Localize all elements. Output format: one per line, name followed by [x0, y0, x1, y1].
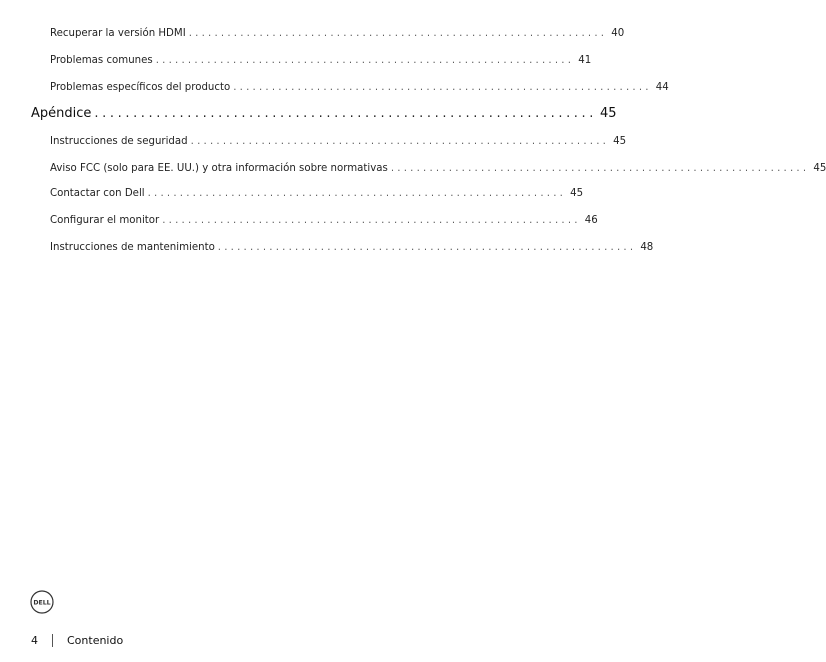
toc-entry-label: Contactar con Dell: [50, 188, 145, 199]
page-number: 4: [31, 634, 38, 647]
toc-entry-instrucciones-seguridad[interactable]: [50, 136, 627, 147]
section-title: Contenido: [67, 634, 124, 647]
toc-entry-recuperar-hdmi[interactable]: [50, 28, 625, 39]
leader-dots: .................................................................: [217, 242, 637, 253]
toc-entry-label: Instrucciones de seguridad: [50, 136, 188, 147]
toc-entry-page: 45: [570, 188, 584, 199]
toc-entry-configurar-monitor[interactable]: [50, 215, 598, 226]
leader-dots: .................................................................: [147, 188, 567, 199]
leader-dots: .................................................................: [390, 163, 810, 174]
toc-entry-page: 40: [611, 28, 625, 39]
toc-entry-page: 41: [578, 55, 592, 66]
toc-entry-instrucciones-mantenimiento[interactable]: [50, 242, 654, 253]
toc-entry-problemas-comunes[interactable]: [50, 55, 592, 66]
toc-entry-label: Recuperar la versión HDMI: [50, 28, 186, 39]
dell-logo-svg: [30, 590, 54, 614]
leader-dots: .................................................................: [155, 55, 575, 66]
logo-text: DELL: [33, 599, 51, 607]
toc-entry-problemas-especificos[interactable]: [50, 82, 669, 93]
toc-entry-page: 48: [640, 242, 654, 253]
toc-entry-aviso-fcc[interactable]: [50, 163, 826, 174]
leader-dots: .................................................................: [190, 136, 610, 147]
footer-divider: [52, 634, 53, 647]
toc-entry-page: 45: [813, 163, 826, 174]
toc-entry-page: 45: [600, 106, 617, 121]
leader-dots: .................................................................: [162, 215, 581, 226]
toc-entry-page: 45: [613, 136, 627, 147]
dell-logo-icon: [30, 590, 54, 614]
toc-entry-apendice[interactable]: [31, 106, 617, 121]
toc-entry-page: 46: [584, 215, 598, 226]
page-footer: [31, 634, 123, 647]
toc-entry-label: Aviso FCC (solo para EE. UU.) y otra información sobre normativas: [50, 163, 388, 174]
toc-entry-label: Configurar el monitor: [50, 215, 160, 226]
toc-entry-label: Problemas comunes: [50, 55, 153, 66]
toc-entry-label: Problemas específicos del producto: [50, 82, 231, 93]
leader-dots: .................................................................: [94, 106, 598, 121]
toc-entry-label: Apéndice: [31, 106, 92, 121]
toc-entry-contactar-dell[interactable]: [50, 188, 584, 199]
leader-dots: .................................................................: [233, 82, 652, 93]
toc-entry-label: Instrucciones de mantenimiento: [50, 242, 215, 253]
leader-dots: .................................................................: [188, 28, 608, 39]
toc-entry-page: 44: [655, 82, 669, 93]
